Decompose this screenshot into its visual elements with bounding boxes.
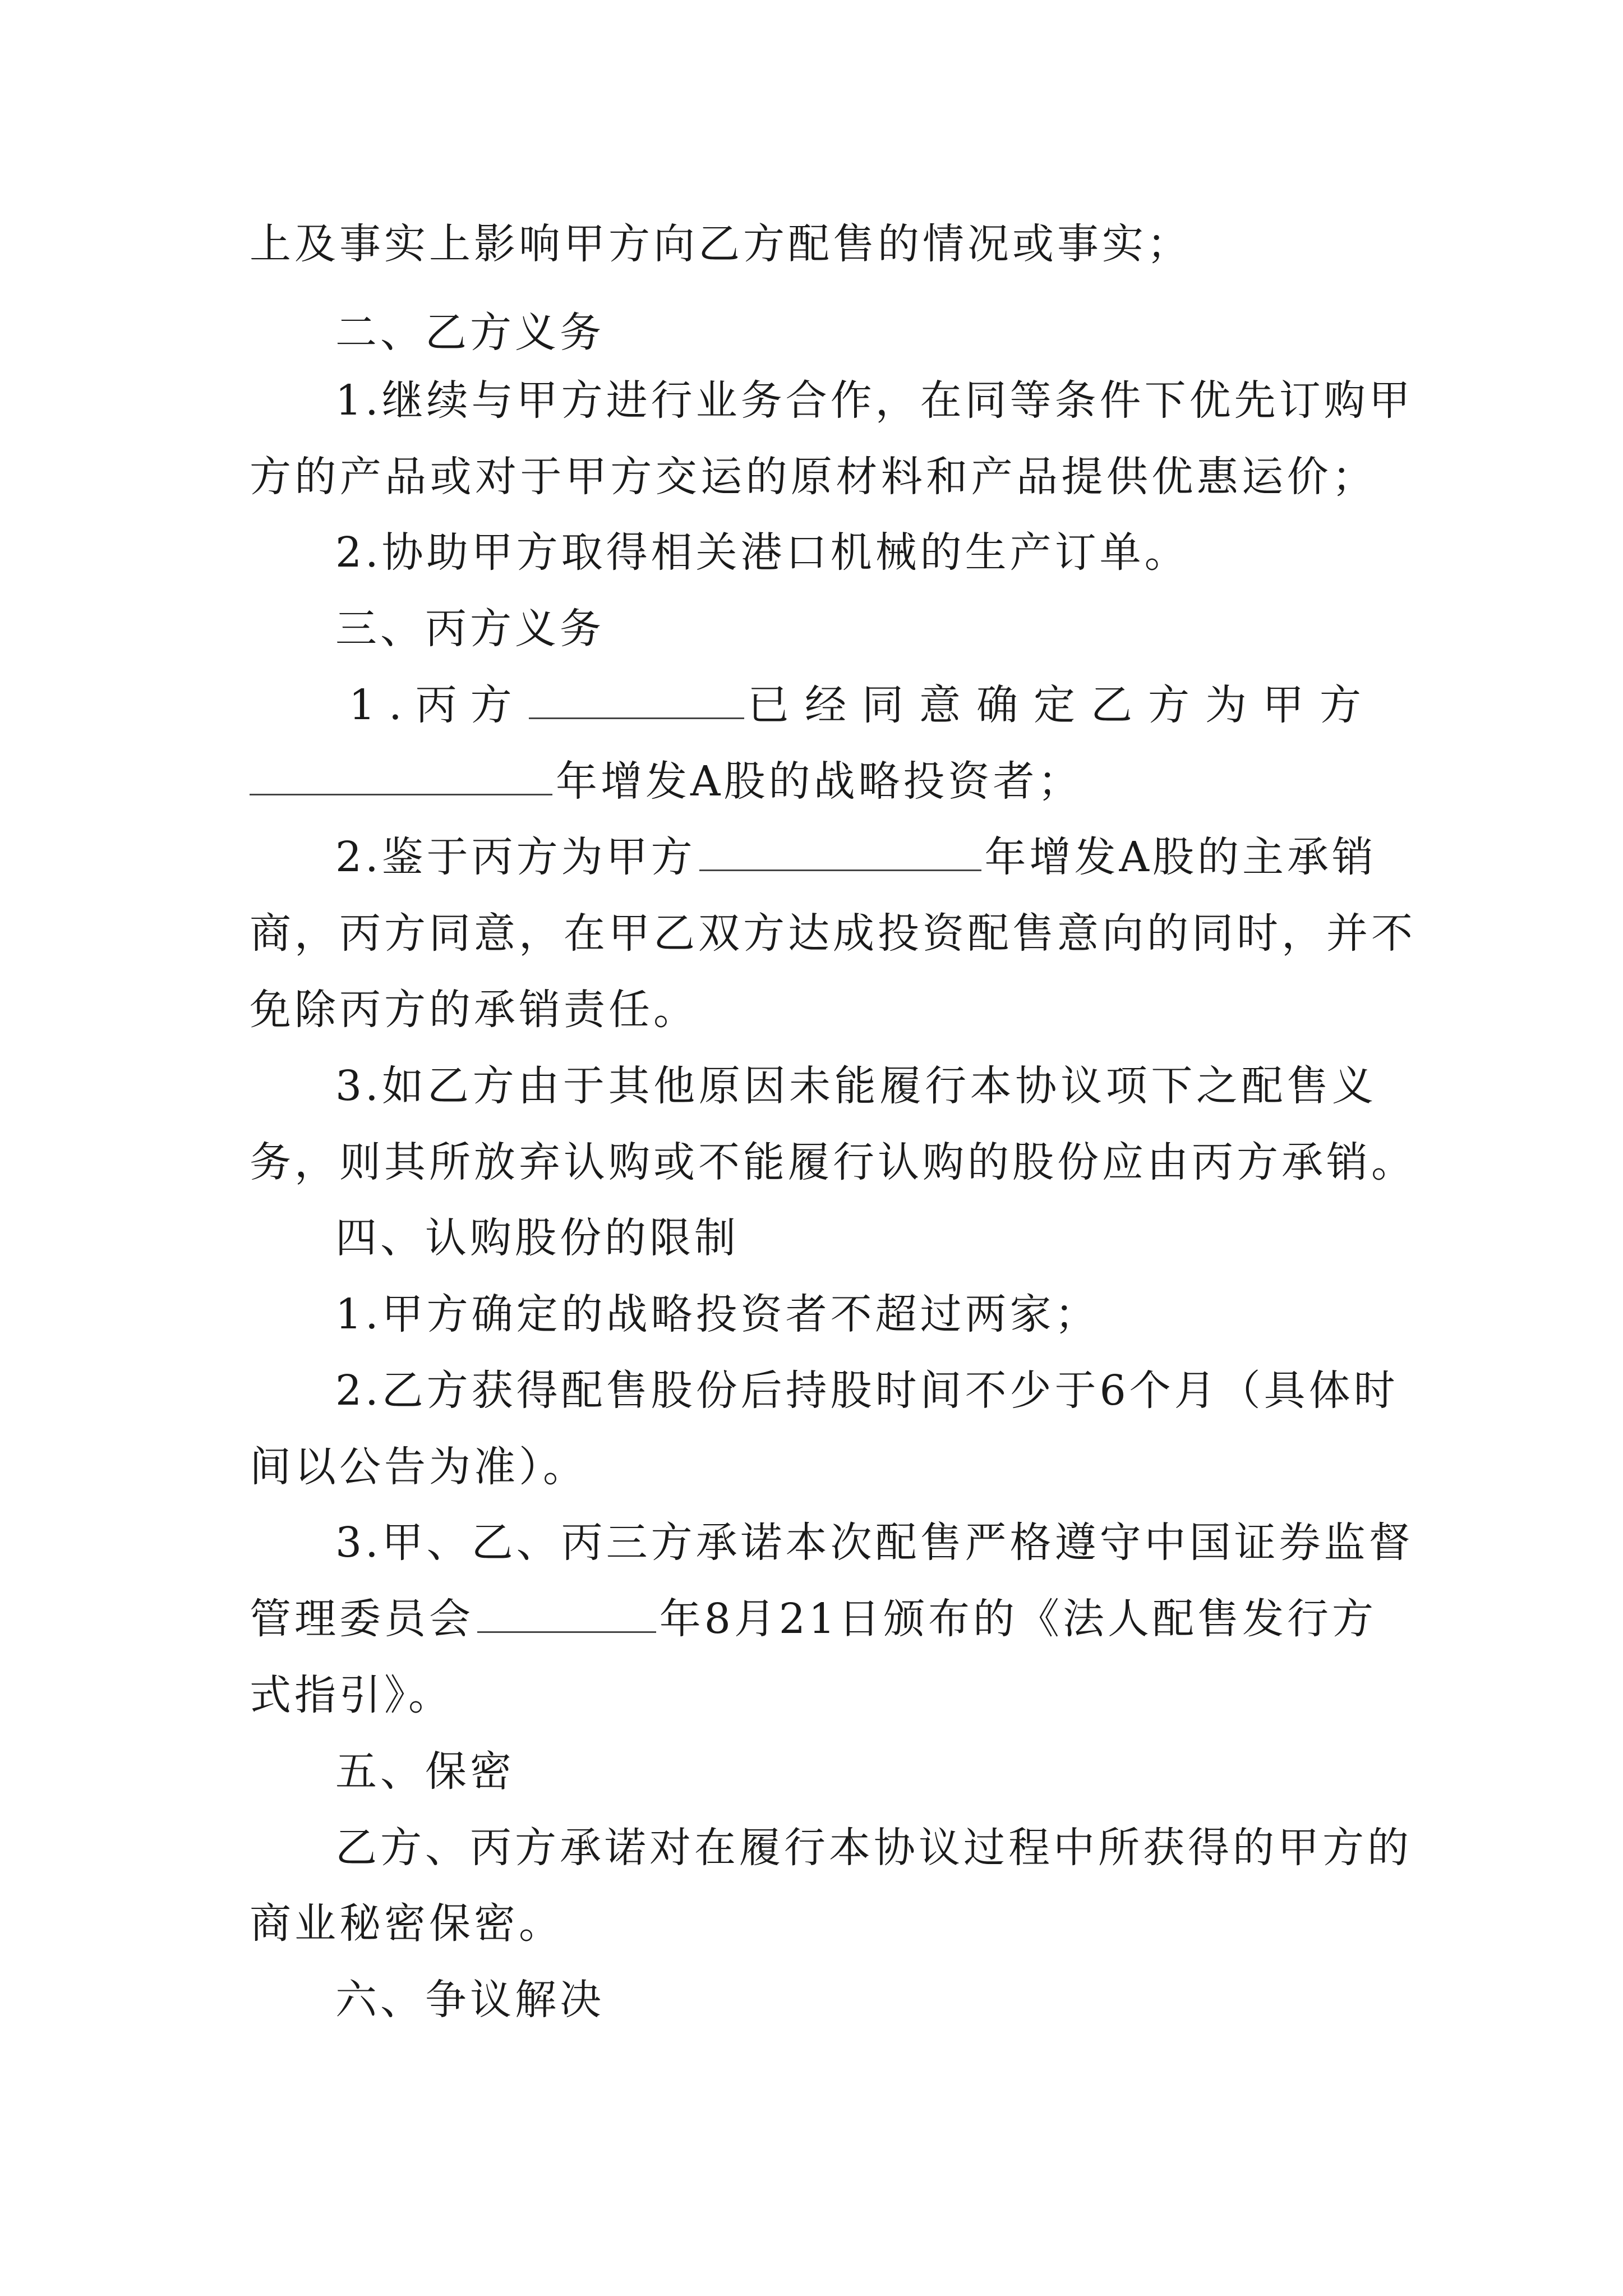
section-heading-5: 五、保密 [335,1747,515,1796]
section-heading-6: 六、争议解决 [335,1976,605,2024]
blank-field [699,836,981,871]
clause-3-3-line-1: 3.如乙方由于其他原因未能履行本协议项下之配售义 [335,1062,1377,1110]
blank-field [477,1598,656,1633]
blank-field [250,760,552,795]
clause-3-3-line-2: 务，则其所放弃认购或不能履行认购的股份应由丙方承销。 [250,1138,1416,1186]
clause-4-3-middle: 年8月21日颁布的《法人配售发行方 [659,1595,1377,1643]
clause-4-1: 1.甲方确定的战略投资者不超过两家； [335,1290,1100,1338]
clause-4-3-line-2 [250,1591,1377,1647]
clause-3-2-line-3: 免除丙方的承销责任。 [250,986,698,1034]
clause-3-1-prefix: 1.丙方 [349,681,525,729]
clause-3-1-suffix: 年增发A股的战略投资者； [556,757,1083,806]
clause-3-1-line-1 [349,677,1377,733]
clause-2-2: 2.协助甲方取得相关港口机械的生产订单。 [335,528,1189,577]
clause-5-line-1: 乙方、丙方承诺对在履行本协议过程中所获得的甲方的 [335,1824,1412,1872]
clause-4-2-line-1: 2.乙方获得配售股份后持股时间不少于6个月（具体时 [335,1366,1399,1415]
clause-4-3-line-3: 式指引》。 [250,1671,453,1719]
section-heading-3: 三、丙方义务 [335,605,605,653]
text-line: 上及事实上影响甲方向乙方配售的情况或事实； [250,220,1192,268]
clause-3-1-middle: 已经同意确定乙方为甲方 [748,681,1377,729]
clause-3-2-prefix: 2.鉴于丙方为甲方 [335,833,696,881]
clause-3-2-middle: 年增发A股的主承销 [984,833,1377,881]
clause-3-2-line-1 [335,829,1377,885]
clause-2-1-line-2: 方的产品或对于甲方交运的原材料和产品提供优惠运价； [250,453,1377,501]
clause-5-line-2: 商业秘密保密。 [250,1899,564,1948]
clause-2-1-line-1: 1.继续与甲方进行业务合作，在同等条件下优先订购甲 [335,376,1414,425]
blank-field [529,684,744,719]
clause-3-1-line-2 [250,753,1377,809]
section-heading-2: 二、乙方义务 [335,309,605,357]
clause-3-2-line-2: 商，丙方同意，在甲乙双方达成投资配售意向的同时，并不 [250,909,1416,958]
clause-4-3-line-1: 3.甲、乙、丙三方承诺本次配售严格遵守中国证券监督 [335,1519,1414,1567]
clause-4-2-line-2: 间以公告为准）。 [250,1443,588,1491]
section-heading-4: 四、认购股份的限制 [335,1214,739,1262]
clause-4-3-prefix: 管理委员会 [250,1595,474,1643]
